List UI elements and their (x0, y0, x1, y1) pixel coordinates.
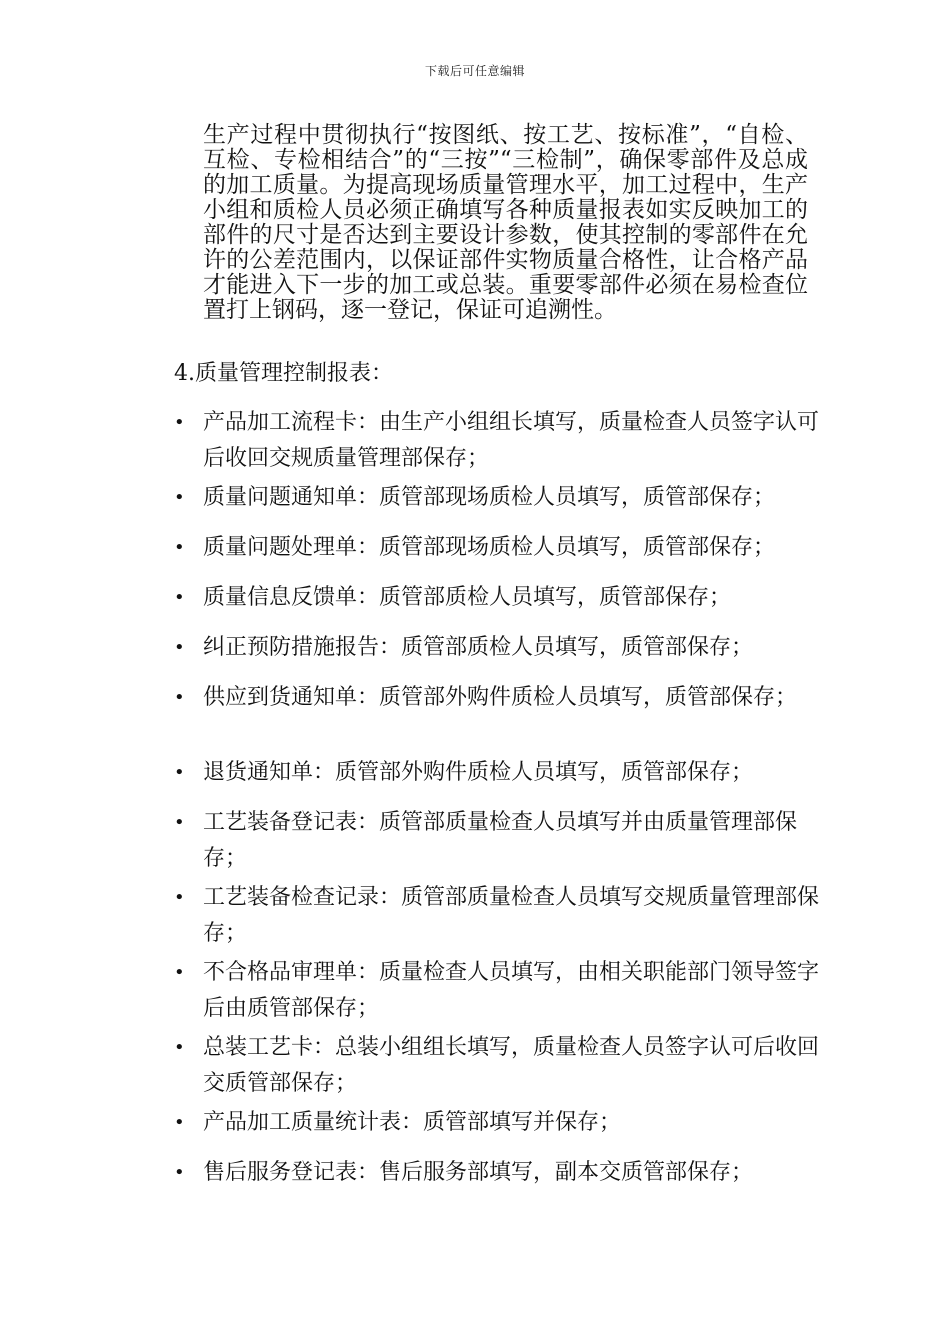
page-header: 下载后可任意编辑 (424, 64, 525, 78)
list-item-text: 产品加工流程卡：由生产小组组长填写，质量检查人员签字认可后收回交规质量管理部保存； (203, 410, 820, 471)
section-title: 4.质量管理控制报表： (174, 361, 393, 386)
list-item (174, 680, 824, 755)
bullet-icon: • (174, 1037, 185, 1058)
list-item (174, 1030, 824, 1105)
list-item-text: 质量信息反馈单：质管部质检人员填写，质管部保存； (203, 585, 732, 610)
list-item-text: 工艺装备登记表：质管部质量检查人员填写并由质量管理部保存； (203, 810, 798, 871)
list-item (174, 480, 824, 530)
list-item (174, 880, 824, 955)
list-item (174, 405, 824, 480)
list-item (174, 1155, 824, 1205)
list-item-text: 不合格品审理单：质量检查人员填写，由相关职能部门领导签字后由质管部保存； (203, 960, 820, 1021)
report-list (174, 405, 824, 1205)
bullet-icon: • (174, 962, 185, 983)
bullet-icon: • (174, 687, 185, 708)
list-item-text: 工艺装备检查记录：质管部质量检查人员填写交规质量管理部保存； (203, 885, 820, 946)
bullet-icon: • (174, 537, 185, 558)
bullet-icon: • (174, 637, 185, 658)
list-item (174, 630, 824, 680)
list-item (174, 755, 824, 805)
list-item-text: 质量问题处理单：质管部现场质检人员填写，质管部保存； (203, 535, 776, 560)
bullet-icon: • (174, 762, 185, 783)
list-item (174, 530, 824, 580)
list-item (174, 1105, 824, 1155)
bullet-icon: • (174, 812, 185, 833)
list-item (174, 955, 824, 1030)
bullet-icon: • (174, 487, 185, 508)
bullet-icon: • (174, 887, 185, 908)
bullet-icon: • (174, 1112, 185, 1133)
body-paragraph: 生产过程中贯彻执行“按图纸、按工艺、按标准”，“自检、互检、专检相结合”的“三按”“三检制”，确保零部件及总成的加工质量。为提高现场质量管理水平，加工过程中，生产小组和质检人员必须正确填写各种质量报表如实反映加工的部件的尺寸是否达到主要设计参数，使其控制的零部件在允许的公差范围内，以保证部件实物质量合格性，让合格产品才能进入下一步的加工或总装。重要零部件必须在易检查位置打上钢码，逐一登记，保证可追溯性。 (203, 122, 808, 323)
bullet-icon: • (174, 412, 185, 433)
list-item (174, 805, 824, 880)
list-item-text: 质量问题通知单：质管部现场质检人员填写，质管部保存； (203, 485, 776, 510)
list-item-text: 供应到货通知单：质管部外购件质检人员填写，质管部保存； (203, 685, 798, 710)
list-item-text: 总装工艺卡：总装小组组长填写，质量检查人员签字认可后收回交质管部保存； (203, 1035, 820, 1096)
bullet-icon: • (174, 587, 185, 608)
list-item (174, 580, 824, 630)
list-item-text: 纠正预防措施报告：质管部质检人员填写，质管部保存； (203, 635, 754, 660)
list-item-text: 产品加工质量统计表：质管部填写并保存； (203, 1110, 622, 1135)
bullet-icon: • (174, 1162, 185, 1183)
list-item-text: 退货通知单：质管部外购件质检人员填写，质管部保存； (203, 760, 754, 785)
list-item-text: 售后服务登记表：售后服务部填写，副本交质管部保存； (203, 1160, 754, 1185)
